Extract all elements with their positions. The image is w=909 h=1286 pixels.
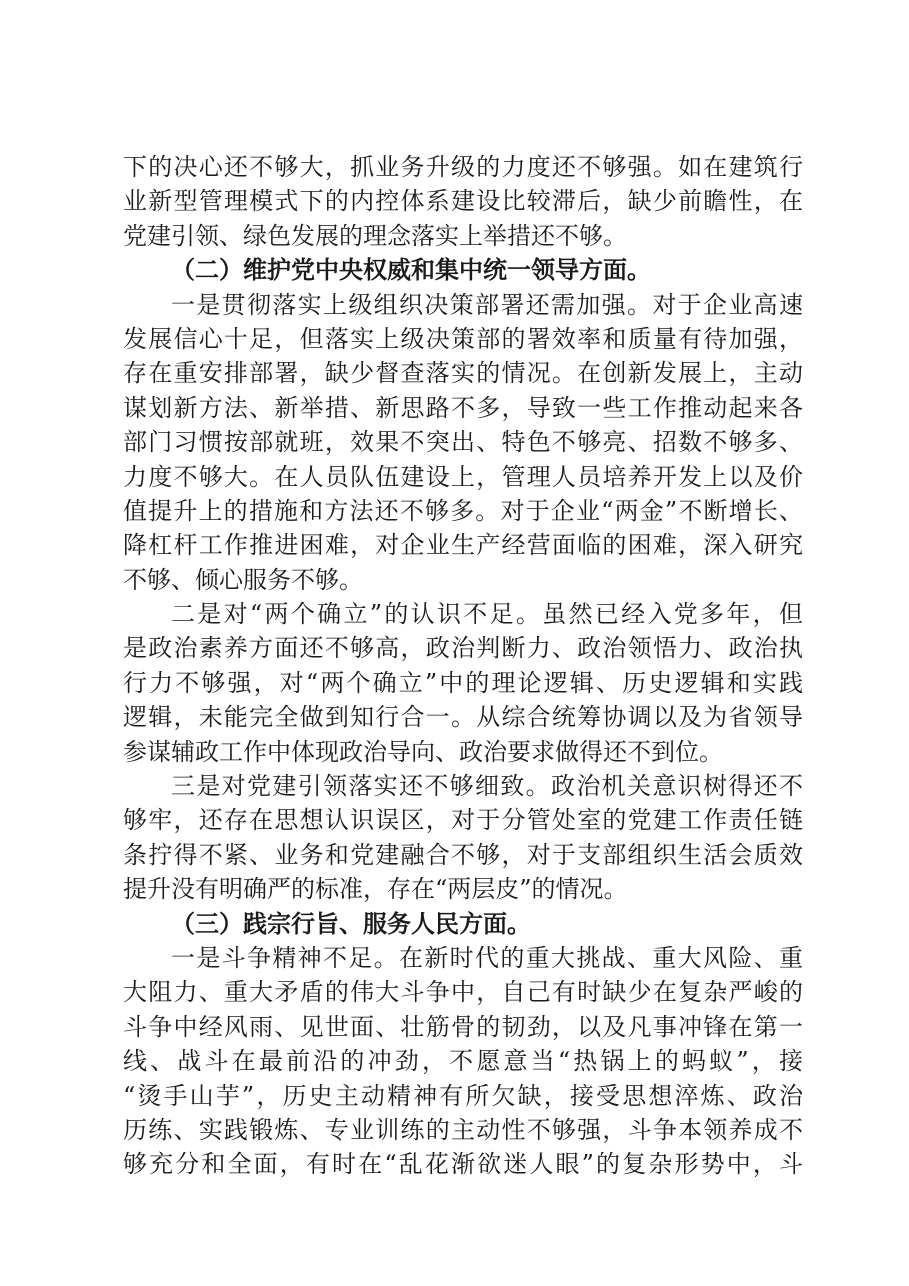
text-line: 存在重安排部署，缺少督查落实的情况。在创新发展上，主动 [123, 359, 803, 388]
text-line: 线、战斗在最前沿的冲劲，不愿意当“热锅上的蚂蚁”，接 [123, 1047, 803, 1076]
paragraph-2 [123, 597, 803, 769]
section-heading-2 [123, 253, 803, 287]
text-line: 二是对“两个确立”的认识不足。虽然已经入党多年，但 [171, 600, 803, 629]
text-line: 是政治素养方面还不够高，政治判断力、政治领悟力、政治执 [123, 634, 803, 663]
section-heading-3 [123, 907, 803, 941]
text-line: 部门习惯按部就班，效果不突出、特色不够亮、招数不够多、 [123, 428, 803, 457]
text-line: 一是贯彻落实上级组织决策部署还需加强。对于企业高速 [171, 290, 803, 319]
text-line: 行力不够强，对“两个确立”中的理论逻辑、历史逻辑和实践 [123, 668, 803, 697]
heading-line: （三）践宗行旨、服务人民方面。 [171, 908, 531, 938]
text-line: 力度不够大。在人员队伍建设上，管理人员培养开发上以及价 [123, 462, 803, 491]
text-line: 谋划新方法、新举措、新思路不多，导致一些工作推动起来各 [123, 393, 803, 422]
text-line: 业新型管理模式下的内控体系建设比较滞后，缺少前瞻性，在 [123, 187, 803, 216]
document-body [123, 150, 803, 1182]
heading-line: （二）维护党中央权威和集中统一领导方面。 [171, 255, 651, 285]
paragraph-4 [123, 941, 803, 1182]
text-line: 参谋辅政工作中体现政治导向、政治要求做得还不到位。 [123, 737, 723, 766]
text-line: 发展信心十足，但落实上级决策部的署效率和质量有待加强， [123, 324, 803, 353]
text-line: 斗争中经风雨、见世面、壮筋骨的韧劲，以及凡事冲锋在第一 [123, 1012, 803, 1041]
text-line: 逻辑，未能完全做到知行合一。从综合统筹协调以及为省领导 [123, 703, 803, 732]
text-line: 够牢，还存在思想认识误区，对于分管处室的党建工作责任链 [123, 806, 803, 835]
text-line: 一是斗争精神不足。在新时代的重大挑战、重大风险、重 [171, 943, 803, 972]
text-line: 不够、倾心服务不够。 [123, 565, 363, 594]
text-line: 够充分和全面，有时在“乱花渐欲迷人眼”的复杂形势中，斗 [123, 1150, 803, 1179]
text-line: 三是对党建引领落实还不够细致。政治机关意识树得还不 [171, 772, 803, 801]
text-line: 党建引领、绿色发展的理念落实上举措还不够。 [123, 221, 627, 250]
text-line: 下的决心还不够大，抓业务升级的力度还不够强。如在建筑行 [123, 153, 803, 181]
paragraph-1 [123, 288, 803, 598]
text-line: “烫手山芋”，历史主动精神有所欠缺，接受思想淬炼、政治 [123, 1081, 803, 1110]
text-line: 值提升上的措施和方法还不够多。对于企业“两金”不断增长、 [123, 496, 803, 525]
text-line: 历练、实践锻炼、专业训练的主动性不够强，斗争本领养成不 [123, 1115, 803, 1144]
text-line: 大阻力、重大矛盾的伟大斗争中，自己有时缺少在复杂严峻的 [123, 978, 803, 1007]
text-line: 条拧得不紧、业务和党建融合不够，对于支部组织生活会质效 [123, 840, 803, 869]
paragraph-continuation [123, 150, 803, 253]
text-line: 降杠杆工作推进困难，对企业生产经营面临的困难，深入研究 [123, 531, 803, 560]
text-line: 提升没有明确严的标准，存在“两层皮”的情况。 [123, 875, 628, 904]
paragraph-3 [123, 769, 803, 907]
